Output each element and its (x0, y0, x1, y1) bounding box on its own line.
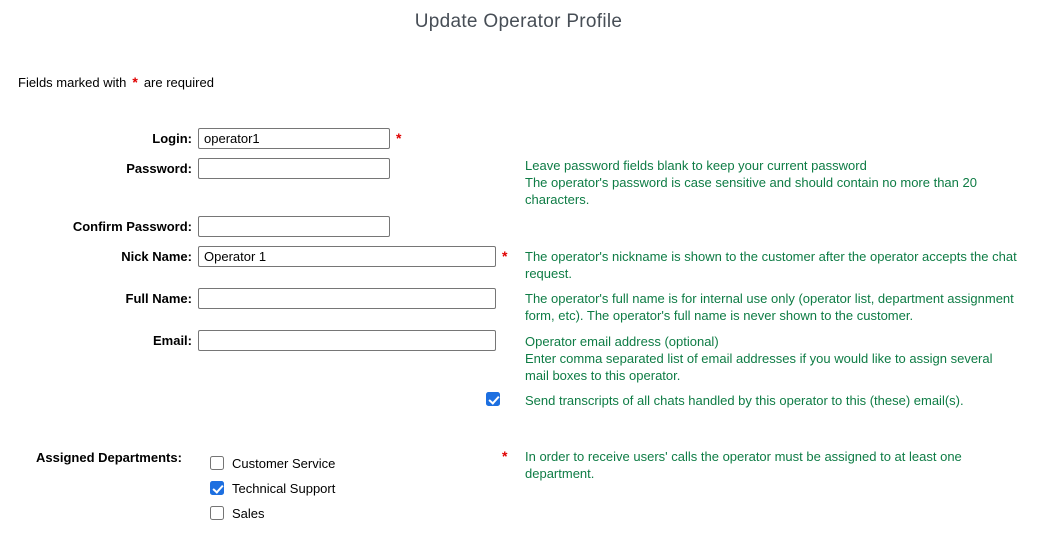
department-checkbox-sales[interactable] (210, 506, 224, 520)
password-row (0, 157, 390, 179)
departments-required-asterisk: * (502, 448, 508, 464)
nick-name-required-asterisk: * (502, 248, 508, 264)
full-name-help: The operator's full name is for internal use only (operator list, department assignment form, etc). The operator's full name is never shown to the customer. (525, 291, 1014, 323)
send-transcripts-label: Send transcripts of all chats handled by this operator to this (these) email(s). (525, 393, 964, 408)
nick-name-help: The operator's nickname is shown to the customer after the operator accepts the chat request. (525, 249, 1017, 281)
email-help (525, 333, 1019, 384)
email-help-line-1: Operator email address (optional) (525, 334, 719, 349)
nick-name-row (0, 245, 507, 267)
email-label: Email: (152, 332, 192, 348)
login-input[interactable] (198, 128, 390, 149)
department-label-customer-service[interactable]: Customer Service (232, 455, 336, 471)
department-checkbox-technical-support[interactable] (210, 481, 224, 495)
login-required-asterisk: * (396, 130, 402, 146)
send-transcripts-checkbox[interactable] (486, 392, 500, 406)
password-help (525, 157, 1019, 208)
confirm-password-input[interactable] (198, 216, 390, 237)
assigned-departments-label: Assigned Departments: (36, 450, 182, 465)
password-help-line-2: The operator's password is case sensitive and should contain no more than 20 characters. (525, 175, 977, 207)
full-name-row (0, 287, 496, 309)
required-note-prefix: Fields marked with (18, 75, 127, 90)
password-help-line-1: Leave password fields blank to keep your current password (525, 158, 867, 173)
departments-help: In order to receive users' calls the operator must be assigned to at least one department. (525, 449, 962, 481)
password-label: Password: (126, 160, 192, 176)
login-row (0, 127, 401, 149)
required-note (18, 74, 214, 90)
full-name-input[interactable] (198, 288, 496, 309)
password-input[interactable] (198, 158, 390, 179)
nick-name-input[interactable] (198, 246, 496, 267)
email-input[interactable] (198, 330, 496, 351)
required-note-suffix: are required (143, 75, 214, 90)
confirm-password-row (0, 215, 390, 237)
department-label-sales[interactable]: Sales (232, 505, 265, 521)
login-label: Login: (152, 130, 192, 146)
department-label-technical-support[interactable]: Technical Support (232, 480, 336, 496)
nick-name-label: Nick Name: (121, 248, 192, 264)
page-title: Update Operator Profile (414, 11, 623, 32)
confirm-password-label: Confirm Password: (72, 218, 192, 234)
department-option-sales (210, 505, 265, 521)
full-name-label: Full Name: (125, 290, 192, 306)
required-asterisk: * (132, 74, 138, 90)
department-checkbox-customer-service[interactable] (210, 456, 224, 470)
email-row (0, 329, 496, 351)
email-help-line-2: Enter comma separated list of email addresses if you would like to assign several mail boxes to this operator. (525, 351, 993, 383)
department-option-technical-support (210, 480, 335, 496)
department-option-customer-service (210, 455, 335, 471)
